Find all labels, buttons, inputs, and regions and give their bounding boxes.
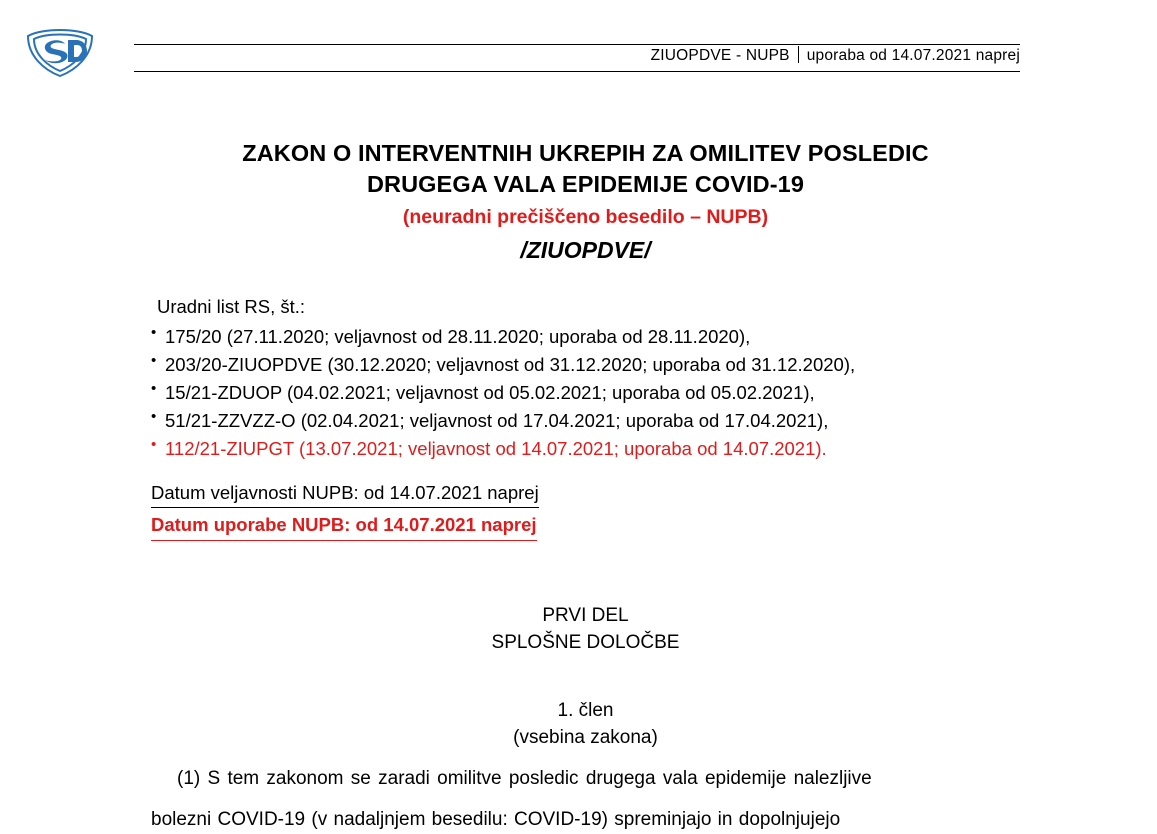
list-item: • 175/20 (27.11.2020; veljavnost od 28.11.2020; uporaba od 28.11.2020), (151, 323, 1020, 351)
document-body (0, 138, 1157, 834)
validity-effective-row (151, 480, 1020, 509)
title-subtitle: (neuradni prečiščeno besedilo – NUPB) (402, 206, 769, 229)
page-title (151, 138, 1020, 200)
gazette-list (151, 323, 1020, 464)
header-doc-code: ZIUOPDVE - NUPB (650, 47, 790, 64)
header-separator (798, 46, 799, 63)
article-paragraph-1-continued: bolezni COVID-19 (v nadaljnjem besedilu: COVID-19) spreminjajo in dopolnjujejo (151, 808, 841, 830)
title-line-2: DRUGEGA VALA EPIDEMIJE COVID-19 (366, 171, 805, 198)
header-rule-group (134, 44, 1020, 72)
article-heading (151, 698, 1020, 751)
validity-block (151, 480, 1020, 542)
page-header (0, 0, 1157, 78)
article-name: (vsebina zakona) (513, 726, 658, 748)
part-heading (151, 603, 1020, 656)
title-abbreviation: /ZIUOPDVE/ (520, 237, 651, 264)
validity-usage-row (151, 512, 1020, 541)
list-item: • 51/21-ZZVZZ-O (02.04.2021; veljavnost od 17.04.2021; uporaba od 17.04.2021), (151, 407, 1020, 435)
list-item: • 15/21-ZDUOP (04.02.2021; veljavnost od 05.02.2021; uporaba od 05.02.2021), (151, 379, 1020, 407)
shield-logo (24, 26, 96, 78)
validity-usage-date: Datum uporabe NUPB: od 14.07.2021 naprej (151, 512, 537, 541)
header-rule-top (134, 44, 1020, 45)
list-item: • 112/21-ZIUPGT (13.07.2021; veljavnost od 14.07.2021; uporaba od 14.07.2021). (151, 435, 1020, 463)
header-usage-note: uporaba od 14.07.2021 naprej (806, 47, 1020, 64)
header-rule-bottom (134, 71, 1020, 72)
gazette-block (151, 296, 1020, 464)
part-name: SPLOŠNE DOLOČBE (491, 631, 680, 653)
gazette-label: Uradni list RS, št.: (157, 296, 306, 318)
validity-effective-date: Datum veljavnosti NUPB: od 14.07.2021 naprej (151, 480, 539, 509)
title-line-1: ZAKON O INTERVENTNIH UKREPIH ZA OMILITEV POSLEDIC (242, 140, 929, 166)
part-number: PRVI DEL (542, 605, 629, 627)
article-paragraph-1: (1) S tem zakonom se zaradi omilitve posledic drugega vala epidemije nalezljive (177, 767, 872, 789)
list-item: • 203/20-ZIUOPDVE (30.12.2020; veljavnost od 31.12.2020; uporaba od 31.12.2020), (151, 351, 1020, 379)
header-doc-info (651, 46, 1020, 65)
article-number: 1. člen (557, 700, 614, 722)
